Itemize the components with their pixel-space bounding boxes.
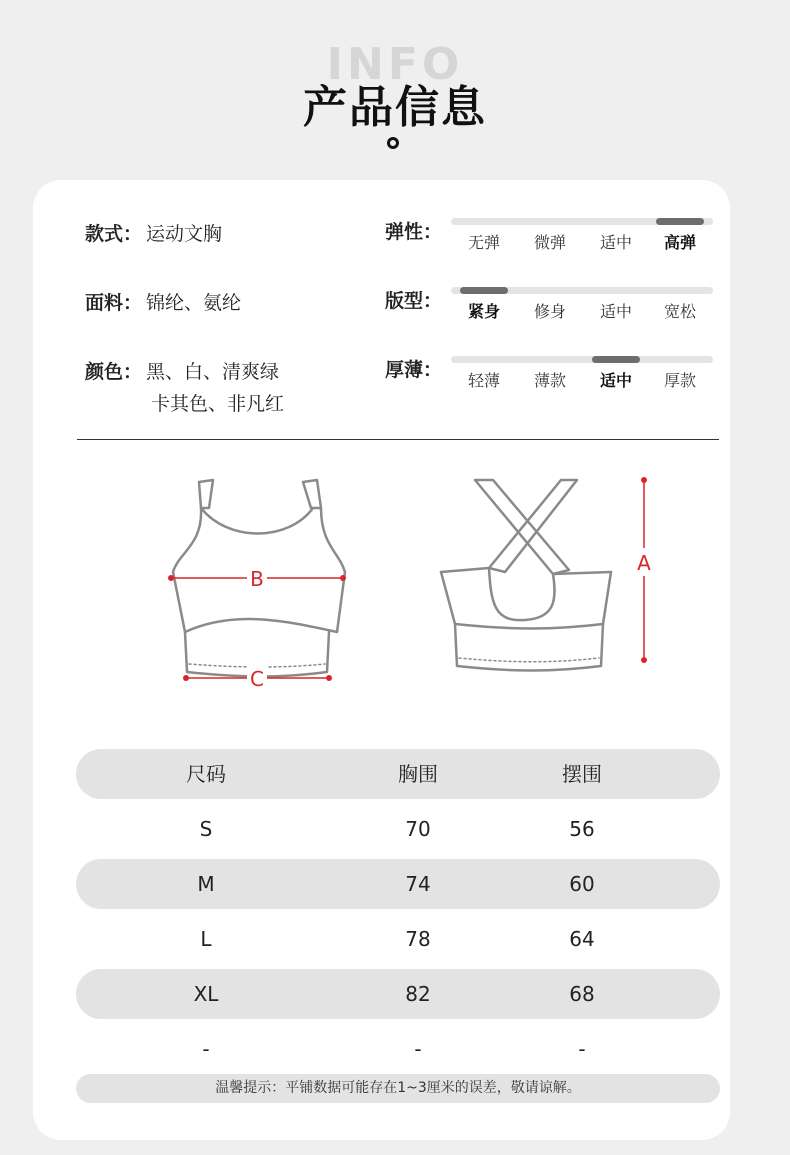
measure-c-label: C <box>250 667 264 691</box>
measure-a-label: A <box>637 551 651 575</box>
attr-color-key: 颜色： <box>85 361 143 383</box>
cell-bust: 70 <box>405 817 431 841</box>
scale-elasticity <box>385 216 713 256</box>
scale-elasticity-option: 适中 <box>599 233 632 252</box>
attr-style <box>85 218 222 250</box>
table-row <box>76 1024 720 1074</box>
cell-hem: 56 <box>569 817 595 841</box>
header-en-title: INFO <box>326 39 464 90</box>
measure-b-label: B <box>250 567 264 591</box>
size-measurement-diagram <box>33 460 730 720</box>
size-table <box>76 749 720 1079</box>
cell-size: - <box>202 1037 210 1061</box>
bra-back-illustration <box>441 480 611 671</box>
attr-color-value-line1: 黑、白、清爽绿 <box>146 361 280 383</box>
scale-elasticity-option: 高弹 <box>663 233 696 252</box>
scale-thickness-option: 适中 <box>599 371 632 390</box>
cell-bust: - <box>414 1037 422 1061</box>
scale-thickness-indicator <box>592 356 640 363</box>
scale-fit-indicator <box>460 287 508 294</box>
scale-thickness-option: 轻薄 <box>467 371 500 390</box>
attr-style-key: 款式： <box>85 223 143 245</box>
scale-elasticity-option: 无弹 <box>467 233 500 252</box>
cell-hem: 68 <box>569 982 595 1006</box>
scale-elasticity-label: 弹性： <box>385 221 443 243</box>
page-header <box>0 0 790 180</box>
title-dot-ornament <box>387 137 399 149</box>
table-row <box>76 969 720 1019</box>
scale-fit <box>385 285 713 325</box>
scale-elasticity-indicator <box>656 218 704 225</box>
attr-fabric-key: 面料： <box>85 292 143 314</box>
scale-fit-label: 版型： <box>385 290 443 312</box>
measurement-tip: 温馨提示：平铺数据可能存在1~3厘米的误差，敬请谅解。 <box>76 1074 720 1103</box>
cell-bust: 82 <box>405 982 431 1006</box>
scale-fit-option: 紧身 <box>467 302 500 321</box>
header-hem: 摆围 <box>562 762 602 786</box>
scale-thickness-option: 厚款 <box>663 371 696 390</box>
table-row <box>76 859 720 909</box>
table-row <box>76 914 720 964</box>
scale-elasticity-track <box>451 218 713 225</box>
cell-size: XL <box>193 982 219 1006</box>
cell-hem: 60 <box>569 872 595 896</box>
cell-hem: - <box>578 1037 586 1061</box>
scale-fit-option: 适中 <box>599 302 632 321</box>
attr-fabric-value: 锦纶、氨纶 <box>146 292 242 314</box>
table-row <box>76 804 720 854</box>
cell-size: M <box>197 872 215 896</box>
cell-hem: 64 <box>569 927 595 951</box>
table-header-row <box>76 749 720 799</box>
scale-thickness-track <box>451 356 713 363</box>
attr-style-value: 运动文胸 <box>146 223 223 245</box>
cell-size: L <box>200 927 212 951</box>
info-card <box>33 180 730 1140</box>
scale-fit-option: 宽松 <box>663 302 696 321</box>
cell-size: S <box>199 817 213 841</box>
scale-thickness-option: 薄款 <box>533 371 566 390</box>
scale-elasticity-option: 微弹 <box>533 233 566 252</box>
scale-thickness <box>385 354 713 394</box>
attr-color-value-line2: 卡其色、非凡红 <box>151 393 285 415</box>
section-divider <box>77 439 719 440</box>
scale-thickness-label: 厚薄： <box>385 359 443 381</box>
page-title: 产品信息 <box>303 82 487 133</box>
attr-fabric <box>85 287 241 319</box>
cell-bust: 74 <box>405 872 431 896</box>
scale-fit-option: 修身 <box>533 302 566 321</box>
header-bust: 胸围 <box>398 762 438 786</box>
scale-fit-track <box>451 287 713 294</box>
header-size: 尺码 <box>186 762 226 786</box>
cell-bust: 78 <box>405 927 431 951</box>
attr-color <box>85 356 285 415</box>
